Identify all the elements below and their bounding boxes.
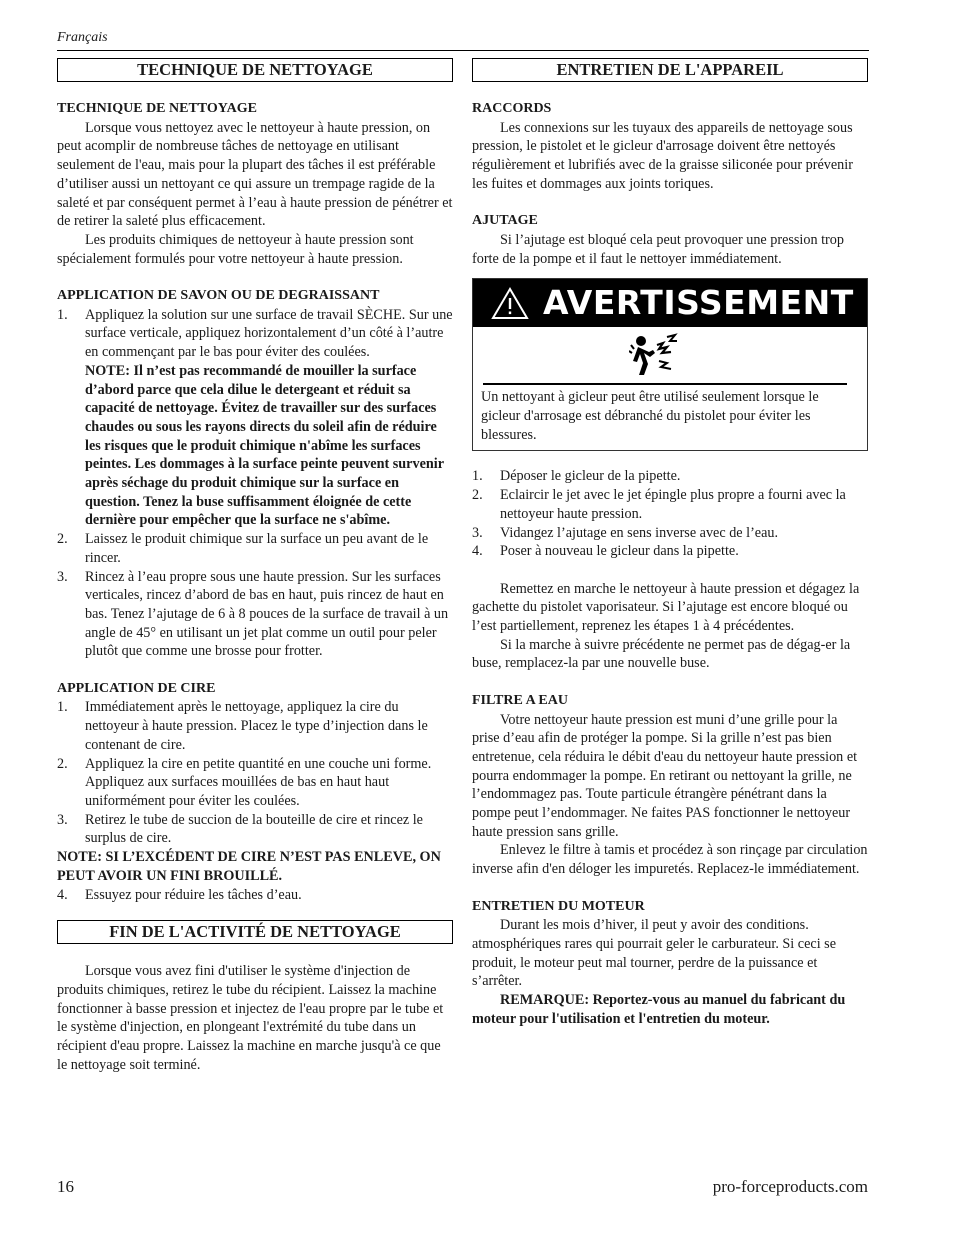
raccords-paragraph: Les connexions sur les tuyaux des appareils de nettoyage sous pression, le pistolet et le gicleur d'arrosage doivent être nettoyés régulièrement et lubrifiés avec de la graisse siliconée pour prévenir les fuites et dommages aux joints toriques. — [472, 119, 853, 192]
section-title-entretien: ENTRETIEN DE L'APPAREIL — [472, 58, 868, 82]
list-item — [57, 698, 453, 754]
list-text: Déposer le gicleur de la pipette. — [500, 468, 681, 485]
list-text: Essuyez pour réduire les tâches d’eau. — [85, 886, 302, 903]
moteur-paragraph: Durant les mois d’hiver, il peut y avoir des conditions. atmosphériques rares qui pourrait geler le carburateur. Si ceci se produit, le moteur peut mal tourner, perdre de la puissance et s’arrêter. — [472, 917, 836, 990]
list-item — [472, 542, 868, 561]
technique-paragraph-1: Lorsque vous nettoyez avec le nettoyeur à haute pression, on peut acomplir de nombreuse tâches de nettoyage en utilisant seulement de l'eau, mais pour la plupart des tâches il est préférable d’utiliser aussi un nettoyant ce qui assure un trempage ragide de la saleté et par conséquent permet à l’eau à haute pression de pénétrer et de retirer la saleté plus efficacement. — [57, 119, 453, 230]
filtre-paragraph-1: Votre nettoyeur haute pression est muni d’une grille pour la prise d’eau afin de protéger la pompe. Si la grille n’est pas bien entretenue, cela réduira le débit d'eau du nettoyeur haute pression et pourra endommager la pompe. En retirant ou nettoyant la grille, ne l’endommagez pas. Toute particule étrangère pénétrant dans la pompe peut l’endommager. Ne faites PAS fonctionner le nettoyeur haute pression sans grille. — [472, 711, 858, 840]
cire-note: NOTE: SI L’EXCÉDENT DE CIRE N’EST PAS ENLEVE, ON PEUT AVOIR UN FINI BROUILLÉ. — [57, 849, 441, 884]
list-number: 2. — [472, 487, 483, 504]
filtre-paragraph-2: Enlevez le filtre à tamis et procédez à son rinçage par circulation inverse afin d'en déloger les impuretés. Replacez-le immédiatement. — [472, 842, 868, 878]
right-column — [472, 58, 868, 1028]
list-item — [57, 886, 453, 905]
cire-steps — [57, 698, 453, 848]
list-item — [57, 306, 453, 530]
warning-triangle-icon — [491, 286, 529, 320]
website-link[interactable]: pro-forceproducts.com — [712, 1177, 868, 1196]
list-number: 2. — [57, 755, 68, 772]
heading-moteur: ENTRETIEN DU MOTEUR — [472, 898, 645, 914]
list-item — [57, 811, 453, 848]
list-number: 1. — [57, 306, 68, 323]
list-text: Appliquez la solution sur une surface de travail SÈCHE. Sur une surface verticale, appliquez horizontalement d’un côté à l’autre en commençant par le bas pour éviter des coulées. — [85, 306, 453, 361]
heading-ajutage: AJUTAGE — [472, 213, 538, 229]
restart-paragraph-2: Si la marche à suivre précédente ne permet pas de dégag-er la buse, remplacez-la par une nouvelle buse. — [472, 636, 851, 672]
ajutage-paragraph: Si l’ajutage est bloqué cela peut provoquer une pression trop forte de la pompe et il faut le nettoyer immédiatement. — [472, 231, 844, 267]
list-item — [57, 568, 453, 662]
ajutage-steps — [472, 467, 868, 561]
list-item — [57, 530, 453, 567]
list-text: Immédiatement après le nettoyage, appliquez la cire du nettoyeur à haute pression. Placez le type d’injection dans le contenant de cire. — [85, 699, 428, 753]
restart-paragraph-1: Remettez en marche le nettoyeur à haute pression et dégagez la gachette du pistolet vaporisateur. Si l’ajutage est encore bloqué ou l’est partiellement, reprenez les étapes 1 à 4 précédentes. — [472, 580, 860, 635]
warning-icon-area — [473, 327, 867, 383]
list-number: 4. — [472, 543, 483, 560]
list-number: 4. — [57, 886, 68, 903]
savon-steps — [57, 306, 453, 661]
list-item — [472, 467, 868, 486]
page-number: 16 — [57, 1177, 74, 1196]
cire-steps-continued — [57, 886, 453, 905]
list-number: 3. — [57, 568, 68, 585]
header-rule — [57, 50, 869, 51]
left-column — [57, 58, 453, 1074]
list-text: Vidangez l’ajutage en sens inverse avec de l’eau. — [500, 524, 779, 541]
list-number: 1. — [57, 699, 68, 716]
moteur-remarque: REMARQUE: Reportez-vous au manuel du fabricant du moteur pour l'utilisation et l'entretien du moteur. — [472, 992, 846, 1027]
high-pressure-injury-icon — [629, 333, 679, 377]
list-item — [472, 524, 868, 543]
heading-raccords: RACCORDS — [472, 101, 552, 116]
list-number: 2. — [57, 531, 68, 548]
savon-note: NOTE: Il n’est pas recommandé de mouiller la surface d’abord parce que cela dilue le detergeant et réduit sa capacité de nettoyage. Évitez de travailler sur des surfaces chaudes ou sous les rayons directs du soleil afin de réduire les risques que le produit chimique n'abîme les surfaces peintes. Les dommages à la surface peinte peuvent survenir après séchage du produit chimique sur la surface en question. Tenez la buse suffisamment éloignée de cette dernière pour empêcher que la surface ne s'abîme. — [85, 362, 444, 529]
section-title-technique: TECHNIQUE DE NETTOYAGE — [57, 58, 453, 82]
section-title-fin: FIN DE L'ACTIVITÉ DE NETTOYAGE — [57, 920, 453, 944]
heading-filtre: FILTRE A EAU — [472, 692, 568, 708]
fin-paragraph: Lorsque vous avez fini d'utiliser le système d'injection de produits chimiques, retirez le tube du récipient. Laissez la machine fonctionner à basse pression et injectez de l'eau propre par le tube et le système d'injection, en plongeant l'extrémité du tube dans un récipient d'eau propre. Laissez la machine en marche jusqu'à ce que le nettoyage soit terminé. — [57, 963, 444, 1073]
list-item — [57, 755, 453, 811]
list-text: Retirez le tube de succion de la bouteille de cire et rincez le surplus de cire. — [85, 811, 423, 847]
heading-cire: APPLICATION DE CIRE — [57, 680, 216, 696]
list-text: Laissez le produit chimique sur la surface un peu avant de le rincer. — [85, 531, 429, 566]
warning-title: AVERTISSEMENT — [543, 282, 854, 322]
heading-savon: APPLICATION DE SAVON OU DE DEGRAISSANT — [57, 288, 380, 304]
warning-box — [472, 278, 868, 451]
list-item — [472, 486, 868, 523]
list-text: Appliquez la cire en petite quantité en une couche uni forme. Appliquez aux surfaces mouillées de bas en haut haut uniformément pour éviter les coulées. — [85, 755, 432, 809]
list-number: 3. — [57, 811, 68, 828]
list-text: Rincez à l’eau propre sous une haute pression. Sur les surfaces verticales, rincez d’abord de bas en haut, puis rincez de haut en bas. Tenez l’ajutage de 6 à 8 pouces de la surface de travail à un angle de 45° en utilisant un jet plat comme un outil pour peler plutôt que comme une brosse pour frotter. — [85, 568, 449, 660]
technique-paragraph-2: Les produits chimiques de nettoyeur à haute pression sont spécialement formulés pour votre nettoyeur à haute pression. — [57, 231, 414, 267]
warning-header — [473, 279, 867, 327]
warning-text: Un nettoyant à gicleur peut être utilisé seulement lorsque le gicleur d'arrosage est débranché du pistolet pour éviter les blessures. — [481, 389, 819, 443]
list-text: Eclaircir le jet avec le jet épingle plus propre a fourni avec la nettoyeur haute pression. — [500, 487, 846, 522]
language-label: Français — [57, 30, 108, 45]
list-number: 3. — [472, 524, 483, 541]
list-number: 1. — [472, 468, 483, 485]
heading-technique: TECHNIQUE DE NETTOYAGE — [57, 101, 257, 116]
list-text: Poser à nouveau le gicleur dans la pipette. — [500, 543, 739, 560]
